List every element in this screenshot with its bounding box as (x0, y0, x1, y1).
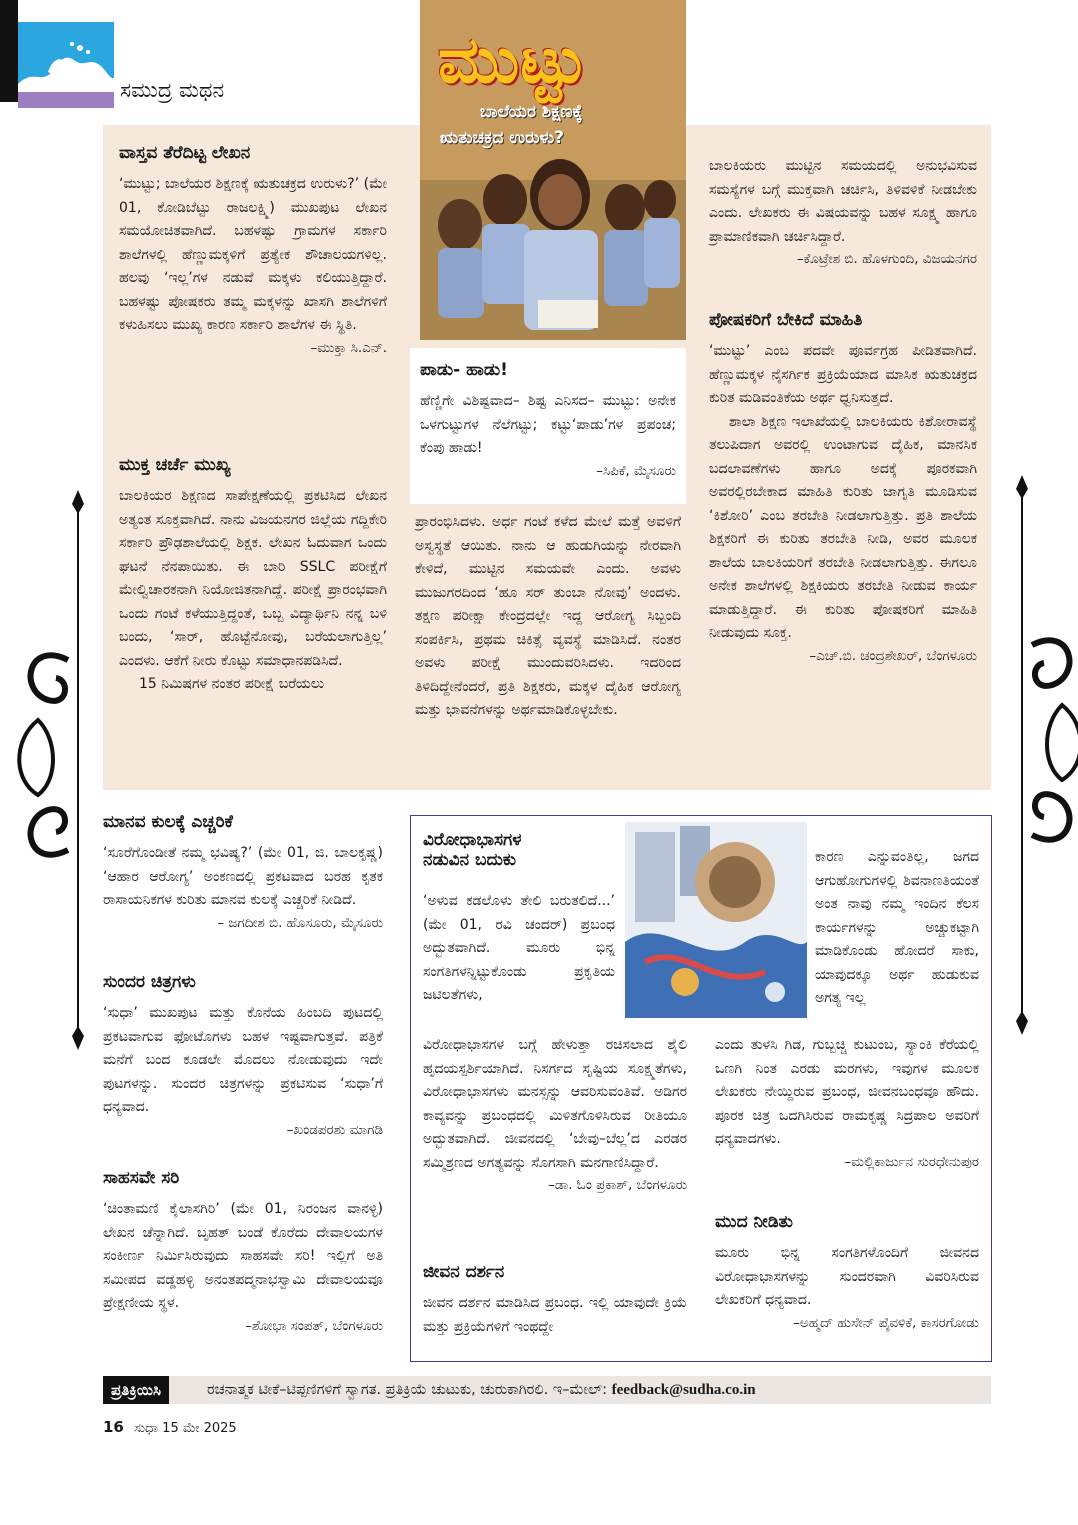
right-ornament-icon (988, 475, 1078, 1035)
letter-body: ಜೀವನ ದರ್ಶನ ಮಾಡಿಸಿದ ಪ್ರಬಂಧ. ಇಲ್ಲಿ ಯಾವುದೇ ಕ್ರಿಯೆ ಮತ್ತು ಪ್ರಕ್ರಿಯೆಗಳಿಗೆ ಇಂಥದ್ದೇ (423, 1295, 687, 1335)
letter-heading: ಮುಕ್ತ ಚರ್ಚೆ ಮುಖ್ಯ (119, 455, 231, 475)
letter-heading: ಮಾನವ ಕುಲಕ್ಕೆ ಎಚ್ಚರಿಕೆ (103, 812, 233, 832)
letter-muda (715, 1212, 979, 1339)
letter-body: ‘ಮುಟ್ಟು’ ಎಂಬ ಪದವೇ ಪೂರ್ವಗ್ರಹ ಪೀಡಿತವಾಗಿದೆ. ಹೆಣ್ಣುಮಕ್ಕಳ ನೈಸರ್ಗಿಕ ಪ್ರಕ್ರಿಯೆಯಾದ ಮಾಸಿಕ ಋತುಚಕ್ರದ ಕುರಿತ ಮಡಿವಂತಿಕೆಯ ಅರ್ಥ ಧ್ವನಿಸುತ್ತದೆ. (709, 343, 977, 406)
feedback-bar (103, 1376, 991, 1404)
letter-heading: ವಿರೋಧಾಭಾಸಗಳ (423, 830, 522, 850)
letter-body: ಬಾಲಕಿಯರು ಮುಟ್ಟಿನ ಸಮಯದಲ್ಲಿ ಅನುಭವಿಸುವ ಸಮಸ್ಯೆಗಳ ಬಗ್ಗೆ ಮುಕ್ತವಾಗಿ ಚರ್ಚಿಸಿ, ತಿಳಿವಳಿಕೆ ನೀಡಬೇಕು ಎಂದು. ಲೇಖಕರು ಈ ವಿಷಯವನ್ನು ಬಹಳ ಸೂಕ್ಷ್ಮ ಹಾಗೂ ಪ್ರಾಮಾಣಿಕವಾಗಿ ಚರ್ಚಿಸಿದ್ದಾರೆ. (709, 158, 977, 245)
letters-panel-bottom (410, 815, 992, 1362)
letter-virodha-heading (423, 830, 623, 880)
letter-signature: – ಜಗದೀಶ ಬಿ. ಹೊಸೂರು, ಮೈಸೂರು (217, 914, 383, 931)
letter-virodha-body-cont (423, 1034, 687, 1201)
letter-poshakarige (709, 310, 977, 672)
letter-body: ವಿರೋಧಾಭಾಸಗಳ ಬಗ್ಗೆ ಹೇಳುತ್ತಾ ರಚಿಸಲಾದ ಶೈಲಿ ಹೃದಯಸ್ಪರ್ಶಿಯಾಗಿದೆ. ನಿಸರ್ಗದ ಸೃಷ್ಟಿಯ ಸೂಕ್ಷ್ಮತೆಗಳು, ವಿರೋಧಾಭಾಸಗಳು ಮನಸ್ಸನ್ನು ಆವರಿಸುವಂತಿವೆ. ಅಡಿಗರ ಕಾವ್ಯವನ್ನು ಪ್ರಬಂಧದಲ್ಲಿ ಮಿಳಿತಗೊಳಿಸಿರುವ ರೀತಿಯೂ ಅದ್ಭುತವಾಗಿದೆ. ಜೀವನದಲ್ಲಿ ‘ಬೇವು–ಬೆಲ್ಲ’ದ ಎರಡರ ಸಮ್ಮಿಶ್ರಣದ ಅಗತ್ಯವನ್ನು ಸೊಗಸಾಗಿ ಮನಗಾಣಿಸಿದ್ದಾರೆ. (423, 1037, 687, 1171)
feedback-message: ರಚನಾತ್ಮಕ ಟೀಕೆ–ಟಿಪ್ಪಣಿಗಳಿಗೆ ಸ್ವಾಗತ. ಪ್ರತಿಕ್ರಿಯೆ ಚುಟುಕು, ಚುರುಕಾಗಿರಲಿ. ಇ–ಮೇಲ್: (207, 1382, 608, 1398)
cover-subtitle-line1: ಬಾಲೆಯರ ಶಿಕ್ಷಣಕ್ಕೆ (480, 102, 583, 122)
letter-jeevana-right-cont (715, 1034, 979, 1178)
issue-date: ಸುಧಾ 15 ಮೇ 2025 (134, 1421, 237, 1436)
letter-balakiyaru (709, 155, 977, 275)
letter-mukta-continued (415, 511, 681, 723)
wave-splash-icon (18, 22, 114, 108)
feedback-label: ಪ್ರತಿಕ್ರಿಯಿಸಿ (103, 1376, 169, 1404)
letter-signature: –ಕೊಟ್ರೇಶ ಬಿ. ಹೊಳಗುಂದಿ, ವಿಜಯನಗರ (796, 251, 977, 267)
feedback-email-link[interactable]: feedback@sudha.co.in (611, 1382, 756, 1398)
feedback-text (207, 1376, 756, 1404)
letter-body: ಶಾಲಾ ಶಿಕ್ಷಣ ಇಲಾಖೆಯಲ್ಲಿ ಬಾಲಕಿಯರು ಕಿಶೋರಾವಸ್ಥೆ ತಲುಪಿದಾಗ ಅವರಲ್ಲಿ ಉಂಟಾಗುವ ದೈಹಿಕ, ಮಾನಸಿಕ ಬದಲಾವಣೆಗಳು ಹಾಗೂ ಅದಕ್ಕೆ ಪೂರಕವಾಗಿ ಅವರಲ್ಲಿರಬೇಕಾದ ಮಾಹಿತಿ ಕುರಿತು ಜಾಗೃತಿ ಮೂಡಿಸುವ ‘ಕಿಶೋರಿ’ ಎಂಬ ತರಬೇತಿ ನೀಡಲಾಗುತ್ತಿತ್ತು. ಪ್ರತಿ ಶಾಲೆಯ ಶಿಕ್ಷಕರಿಗೆ ಈ ಕುರಿತು ತರಬೇತಿ ನೀಡಿ, ಅವರ ಮೂಲಕ ಶಾಲೆಯ ಬಾಲಕಿಯರಿಗೆ ತರಬೇತಿ ನೀಡಲಾಗುತ್ತಿತ್ತು. ಈಗಲೂ ಅನೇಕ ಶಾಲೆಗಳಲ್ಲಿ ಶಿಕ್ಷಕಿಯರು ತರಬೇತಿ ನೀಡುವ ಕಾರ್ಯ ಮಾಡುತ್ತಿದ್ದಾರೆ. ಈ ಕುರಿತು ಪೋಷಕರಿಗೆ ಮಾಹಿತಿ ನೀಡುವುದು ಸೂಕ್ತ. (709, 413, 977, 641)
letter-body: ಮೂರು ಭಿನ್ನ ಸಂಗತಿಗಳೊಂದಿಗೆ ಜೀವನದ ವಿರೋಧಾಭಾಸಗಳನ್ನು ಸುಂದರವಾಗಿ ವಿವರಿಸಿರುವ ಲೇಖಕರಿಗೆ ಧನ್ಯವಾದ. (715, 1245, 979, 1308)
letter-heading: ವಾಸ್ತವ ತೆರೆದಿಟ್ಟ ಲೇಖನ (119, 143, 251, 163)
cover-title: ಮುಟ್ಟು (438, 24, 588, 98)
letter-heading: ಜೀವನ ದರ್ಶನ (423, 1262, 505, 1282)
letter-sahasa (103, 1168, 383, 1342)
letter-body: 15 ನಿಮಿಷಗಳ ನಂತರ ಪರೀಕ್ಷೆ ಬರೆಯಲು (139, 676, 325, 692)
letter-body: ಹೆಣ್ಣಿಗೇ ವಿಶಿಷ್ಟವಾದ– ಶಿಷ್ಟ ಎನಿಸದ– ಮುಟ್ಟು: ಅನೇಕ ಒಳಗುಟ್ಟುಗಳ ನೆಲೆಗಟ್ಟು; ಕಟ್ಟು‘ಪಾಡು’ಗಳ ಪ್ರಪಂಚ; ಕೆಂಪು ಹಾಡು! (420, 393, 676, 456)
letter-heading: ಸುಂದರ ಚಿತ್ರಗಳು (103, 972, 196, 992)
letter-heading: ಪಾಡು- ಹಾಡು! (420, 360, 508, 380)
letter-body: ‘ಸುಧಾ’ ಮುಖಪುಟ ಮತ್ತು ಕೊನೆಯ ಹಿಂಬದಿ ಪುಟದಲ್ಲಿ ಪ್ರಕಟವಾಗುವ ಫೋಟೊಗಳು ಬಹಳ ಇಷ್ಟವಾಗುತ್ತವೆ. ಪತ್ರಿಕೆ ಮನೆಗೆ ಬಂದ ಕೂಡಲೇ ಮೊದಲು ನೋಡುವುದು ಇದೇ ಪುಟಗಳನ್ನು. ಸುಂದರ ಚಿತ್ರಗಳನ್ನು ಪ್ರಕಟಿಸುವ ‘ಸುಧಾ’ಗೆ ಧನ್ಯವಾದ. (103, 1005, 383, 1115)
left-ornament-icon (8, 490, 98, 1050)
page-footer (103, 1418, 237, 1436)
page-number: 16 (103, 1418, 124, 1436)
letter-jeevana-right (815, 846, 979, 1011)
letter-sundara (103, 972, 383, 1146)
letter-body: ‘ಸೂರೆಗೊಂಡೀತೆ ನಮ್ಮ ಭವಿಷ್ಯ?’ (ಮೇ 01, ಜಿ. ಬಾಲಕೃಷ್ಣ) ‘ಆಹಾರ ಆರೋಗ್ಯ’ ಅಂಕಣದಲ್ಲಿ ಪ್ರಕಟವಾದ ಬರಹ ಕೃತಕ ರಾಸಾಯನಿಕಗಳ ಕುರಿತು ಮಾನವ ಕುಲಕ್ಕೆ ಎಚ್ಚರಿಕೆ ನೀಡಿದೆ. (103, 845, 383, 908)
letter-vastava (119, 143, 387, 364)
letter-signature: –ಅಹ್ಮದ್ ಹುಸೇನ್ ಪೈವಳಿಕೆ, ಕಾಸರಗೋಡು (793, 1314, 979, 1331)
letter-signature: –ಸಿಪಿಕೆ, ಮೈಸೂರು (596, 462, 676, 479)
letter-body: ಬಾಲಕಿಯರ ಶಿಕ್ಷಣದ ಸಾಪೇಕ್ಷಣೆಯಲ್ಲಿ ಪ್ರಕಟಿಸಿದ ಲೇಖನ ಅತ್ಯಂತ ಸೂಕ್ತವಾಗಿದೆ. ನಾನು ವಿಜಯನಗರ ಜಿಲ್ಲೆಯ ಗದ್ದಿಕೇರಿ ಸರ್ಕಾರಿ ಪ್ರೌಢಶಾಲೆಯಲ್ಲಿ ಶಿಕ್ಷಕ. ಲೇಖನ ಓದುವಾಗ ಒಂದು ಘಟನೆ ನೆನಪಾಯಿತು. ಈ ಬಾರಿ SSLC ಪರೀಕ್ಷೆಗೆ ಮೇಲ್ವಿಚಾರಕನಾಗಿ ನಿಯೋಜಿತನಾಗಿದ್ದೆ. ಪರೀಕ್ಷೆ ಪ್ರಾರಂಭವಾಗಿ ಒಂದು ಗಂಟೆ ಕಳೆಯುತ್ತಿದ್ದಂತೆ, ಒಬ್ಬ ವಿದ್ಯಾರ್ಥಿನಿ ನನ್ನ ಬಳಿ ಬಂದು, ‘ಸಾರ್, ಹೊಟ್ಟೆನೋವು, ಬರೆಯಲಾಗುತ್ತಿಲ್ಲ’ ಎಂದಳು. ಆಕೆಗೆ ನೀರು ಕೊಟ್ಟು ಸಮಾಧಾನಪಡಿಸಿದೆ. (119, 488, 387, 669)
letter-heading: ಸಾಹಸವೇ ಸರಿ (103, 1168, 180, 1188)
corner-black-block (0, 0, 18, 102)
letter-body: ‘ಅಳುವ ಕಡಲೊಳು ತೇಲಿ ಬರುತಲಿದೆ...’ (ಮೇ 01, ರವಿ ಚಂದರ್) ಪ್ರಬಂಧ ಅದ್ಭುತವಾಗಿದೆ. ಮೂರು ಭಿನ್ನ ಸಂಗತಿಗಳನ್ನಿಟ್ಟುಕೊಂಡು ಪ್ರಕೃತಿಯ ಜಟಿಲತೆಗಳು, (423, 893, 615, 1003)
letter-signature: –ಖಂಡಪರಶು ಮಾಗಡಿ (286, 1121, 383, 1138)
letter-signature: –ಮುಕ್ತಾ ಸಿ.ಎನ್. (310, 339, 387, 356)
letter-heading: ಮುದ ನೀಡಿತು (715, 1212, 793, 1232)
letter-signature: –ಡಾ. ಓಂ ಪ್ರಕಾಶ್, ಬೆಂಗಳೂರು (548, 1177, 687, 1193)
letter-body: ‘ಮುಟ್ಟು; ಬಾಲೆಯರ ಶಿಕ್ಷಣಕ್ಕೆ ಋತುಚಕ್ರದ ಉರುಳು?’ (ಮೇ 01, ಕೋಡಿಬೆಟ್ಟು ರಾಜಲಕ್ಷ್ಮಿ) ಮುಖಪುಟ ಲೇಖನ ಸಮಯೋಚಿತವಾಗಿದೆ. ಬಹಳಷ್ಟು ಗ್ರಾಮಗಳ ಸರ್ಕಾರಿ ಶಾಲೆಗಳಲ್ಲಿ ಹೆಣ್ಣುಮಕ್ಕಳಿಗೆ ಪ್ರತ್ಯೇಕ ಶೌಚಾಲಯಗಳಿಲ್ಲ. ಹಲವು ‘ಇಲ್ಲ’ಗಳ ನಡುವೆ ಮಕ್ಕಳು ಕಲಿಯುತ್ತಿದ್ದಾರೆ. ಬಹಳಷ್ಟು ಪೋಷಕರು ತಮ್ಮ ಮಕ್ಕಳನ್ನು ಖಾಸಗಿ ಶಾಲೆಗಳಿಗೆ ಕಳುಹಿಸಲು ಮುಖ್ಯ ಕಾರಣ ಸರ್ಕಾರಿ ಶಾಲೆಗಳ ಈ ಸ್ಥಿತಿ. (119, 176, 387, 333)
letter-body: ಪ್ರಾರಂಭಿಸಿದಳು. ಅರ್ಧ ಗಂಟೆ ಕಳೆದ ಮೇಲೆ ಮತ್ತೆ ಅವಳಿಗೆ ಅಸ್ವಸ್ಥತೆ ಆಯಿತು. ನಾನು ಆ ಹುಡುಗಿಯನ್ನು ನೇರವಾಗಿ ಕೇಳಿದೆ, ಮುಟ್ಟಿನ ಸಮಯವೇ ಎಂದು. ಅವಳು ಮುಜುಗರದಿಂದ ‘ಹೂ ಸರ್ ತುಂಬಾ ನೋವು’ ಅಂದಳು. ತಕ್ಷಣ ಪರೀಕ್ಷಾ ಕೇಂದ್ರದಲ್ಲೇ ಇದ್ದ ಆರೋಗ್ಯ ಸಿಬ್ಬಂದಿ ಸಂಪರ್ಕಿಸಿ, ಪ್ರಥಮ ಚಿಕಿತ್ಸೆ ವ್ಯವಸ್ಥೆ ಮಾಡಿಸಿದೆ. ನಂತರ ಅವಳು ಪರೀಕ್ಷೆ ಮುಂದುವರಿಸಿದಳು. ಇದರಿಂದ ತಿಳಿದಿದ್ದೇನೆಂದರೆ, ಪ್ರತಿ ಶಿಕ್ಷಕರು, ಮಕ್ಕಳ ದೈಹಿಕ ಆರೋಗ್ಯ ಮತ್ತು ಭಾವನೆಗಳನ್ನು ಅರ್ಥಮಾಡಿಕೊಳ್ಳಬೇಕು. (415, 514, 681, 718)
letter-heading: ನಡುವಿನ ಬದುಕು (423, 850, 516, 870)
letter-signature: –ಎಚ್.ಬಿ. ಚಂದ್ರಶೇಖರ್, ಬೆಂಗಳೂರು (809, 647, 977, 664)
cover-subtitle-line2: ಋತುಚಕ್ರದ ಉರುಳು? (440, 128, 565, 148)
letter-signature: –ಶೋಭಾ ಸಂಪತ್, ಬೆಂಗಳೂರು (245, 1317, 383, 1334)
letter-mukta (119, 455, 387, 697)
section-title: ಸಮುದ್ರ ಮಥನ (120, 78, 225, 102)
letter-signature: –ಮಲ್ಲಿಕಾರ್ಜುನ ಸುರಧೇನುಪುರ (844, 1153, 979, 1170)
letter-manava (103, 812, 383, 939)
cover-image (420, 0, 686, 340)
letter-heading: ಪೋಷಕರಿಗೆ ಬೇಕಿದೆ ಮಾಹಿತಿ (709, 310, 863, 330)
letter-body: ಎಂದು ತುಳಸಿ ಗಿಡ, ಗುಬ್ಬಚ್ಚಿ ಕುಟುಂಬ, ಸ್ಯಾಂಕಿ ಕೆರೆಯಲ್ಲಿ ಒಣಗಿ ನಿಂತ ಎರಡು ಮರಗಳು, ಇವುಗಳ ಮೂಲಕ ಲೇಖಕರು ನೇಯ್ದಿರುವ ಪ್ರಬಂಧ, ಜೀವನಬಂಧವೂ ಹೌದು. ಪೂರಕ ಚಿತ್ರ ಒದಗಿಸಿರುವ ರಾಮಕೃಷ್ಣ ಸಿದ್ರಪಾಲ ಅವರಿಗೆ ಧನ್ಯವಾದಗಳು. (715, 1037, 979, 1147)
letter-virodha-body (423, 890, 615, 1008)
letter-body: ‘ಚಿಂತಾಮಣಿ ಕೈಲಾಸಗಿರಿ’ (ಮೇ 01, ನಿರಂಜನ ವಾನಳ್ಳಿ) ಲೇಖನ ಚೆನ್ನಾಗಿದೆ. ಬೃಹತ್ ಬಂಡೆ ಕೊರೆದು ದೇವಾಲಯಗಳ ಸಂಕೀರ್ಣ ನಿರ್ಮಿಸಿರುವುದು ಸಾಹಸವೇ ಸರಿ! ಇಲ್ಲಿಗೆ ಅತಿ ಸಮೀಪದ ವಡ್ಡಹಳ್ಳಿ ಅನಂತಪದ್ಮನಾಭಸ್ವಾಮಿ ದೇವಾಲಯವೂ ಪ್ರೇಕ್ಷಣೀಯ ಸ್ಥಳ. (103, 1201, 383, 1311)
letter-body: ಕಾರಣ ಎನ್ನುವಂತಿಲ್ಲ, ಜಗದ ಆಗುಹೋಗುಗಳಲ್ಲಿ ಶಿವನಾಣತಿಯಂತೆ ಅಂತ ನಾವು ನಮ್ಮ ಇಂದಿನ ಕೆಲಸ ಕಾರ್ಯಗಳನ್ನು ಅಚ್ಚುಕಟ್ಟಾಗಿ ಮಾಡಿಕೊಂಡು ಹೋದರೆ ಸಾಕು, ಯಾವುದಕ್ಕೂ ಅರ್ಥ ಹುಡುಕುವ ಅಗತ್ಯ ಇಲ್ಲ (815, 849, 979, 1006)
abstract-painting-icon (625, 822, 807, 1018)
letter-paadu (410, 348, 686, 504)
letter-jeevana (423, 1262, 687, 1339)
